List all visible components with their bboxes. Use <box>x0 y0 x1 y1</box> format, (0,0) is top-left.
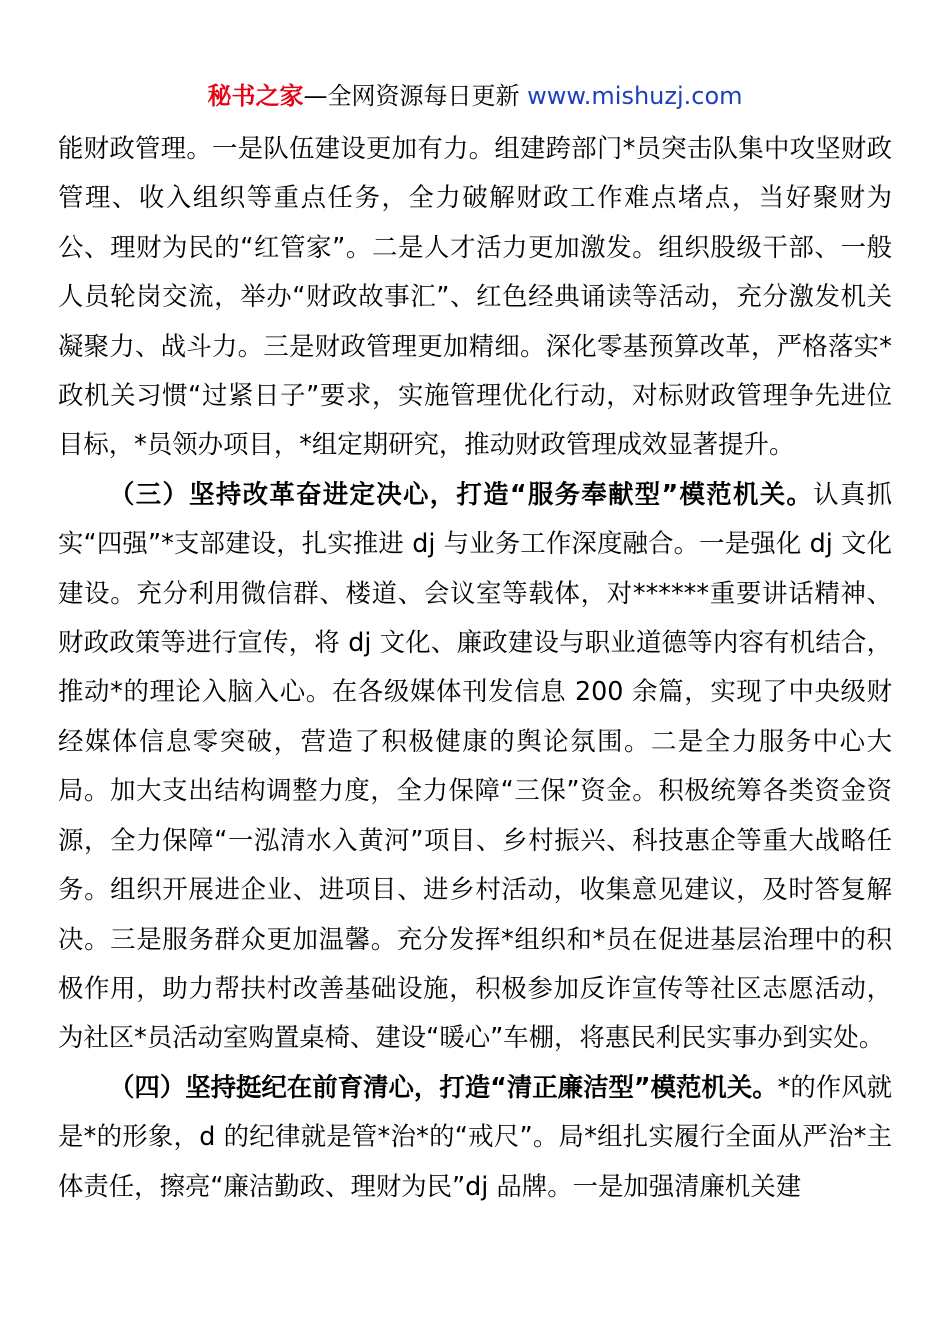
document-body <box>58 124 892 1211</box>
paragraph-text: 认真抓实“四强”*支部建设，扎实推进 dj 与业务工作深度融合。一是强化 dj 文化建设。充分利用微信群、楼道、会议室等载体，对******重要讲话精神、财政政策等进行宣传，将 dj 文化、廉政建设与职业道德等内容有机结合，推动*的理论入脑入心。在各级媒体刊发信息 200 余篇，实现了中央级财经媒体信息零突破，营造了积极健康的舆论氛围。二是全力服务中心大局。加大支出结构调整力度，全力保障“三保”资金。积极统筹各类资金资源，全力保障“一泓清水入黄河”项目、乡村振兴、科技惠企等重大战略任务。组织开展进企业、进项目、进乡村活动，收集意见建议，及时答复解决。三是服务群众更加温馨。充分发挥*组织和*员在促进基层治理中的积极作用，助力帮扶村改善基础设施，积极参加反诈宣传等社区志愿活动，为社区*员活动室购置桌椅、建设“暖心”车棚，将惠民利民实事办到实处。 <box>58 478 893 1053</box>
paragraph-text: 能财政管理。一是队伍建设更加有力。组建跨部门*员突击队集中攻坚财政管理、收入组织等重点任务，全力破解财政工作难点堵点，当好聚财为公、理财为民的“红管家”。二是人才活力更加激发。组织股级干部、一般人员轮岗交流，举办“财政故事汇”、红色经典诵读等活动，充分激发机关凝聚力、战斗力。三是财政管理更加精细。深化零基预算改革，严格落实*政机关习惯“过紧日子”要求，实施管理优化行动，对标财政管理争先进位目标，*员领办项目，*组定期研究，推动财政管理成效显著提升。 <box>58 133 892 460</box>
paragraph-continuation <box>58 124 892 470</box>
site-url-link[interactable]: www.mishuzj.com <box>527 82 743 110</box>
site-tagline: —全网资源每日更新 <box>303 82 528 110</box>
site-header <box>0 80 950 112</box>
paragraph-section-three <box>58 470 892 1063</box>
section-heading: （三）坚持改革奋进定决心，打造“服务奉献型”模范机关。 <box>109 478 814 509</box>
paragraph-section-four <box>58 1063 892 1211</box>
site-brand: 秘书之家 <box>207 82 304 110</box>
paragraph-text: *的作风就是*的形象，d 的纪律就是管*治*的“戒尺”。局*组扎实履行全面从严治*主体责任，擦亮“廉洁勤政、理财为民”dj 品牌。一是加强清廉机关建 <box>58 1071 893 1201</box>
section-heading: （四）坚持挺纪在前育清心，打造“清正廉洁型”模范机关。 <box>109 1071 778 1102</box>
